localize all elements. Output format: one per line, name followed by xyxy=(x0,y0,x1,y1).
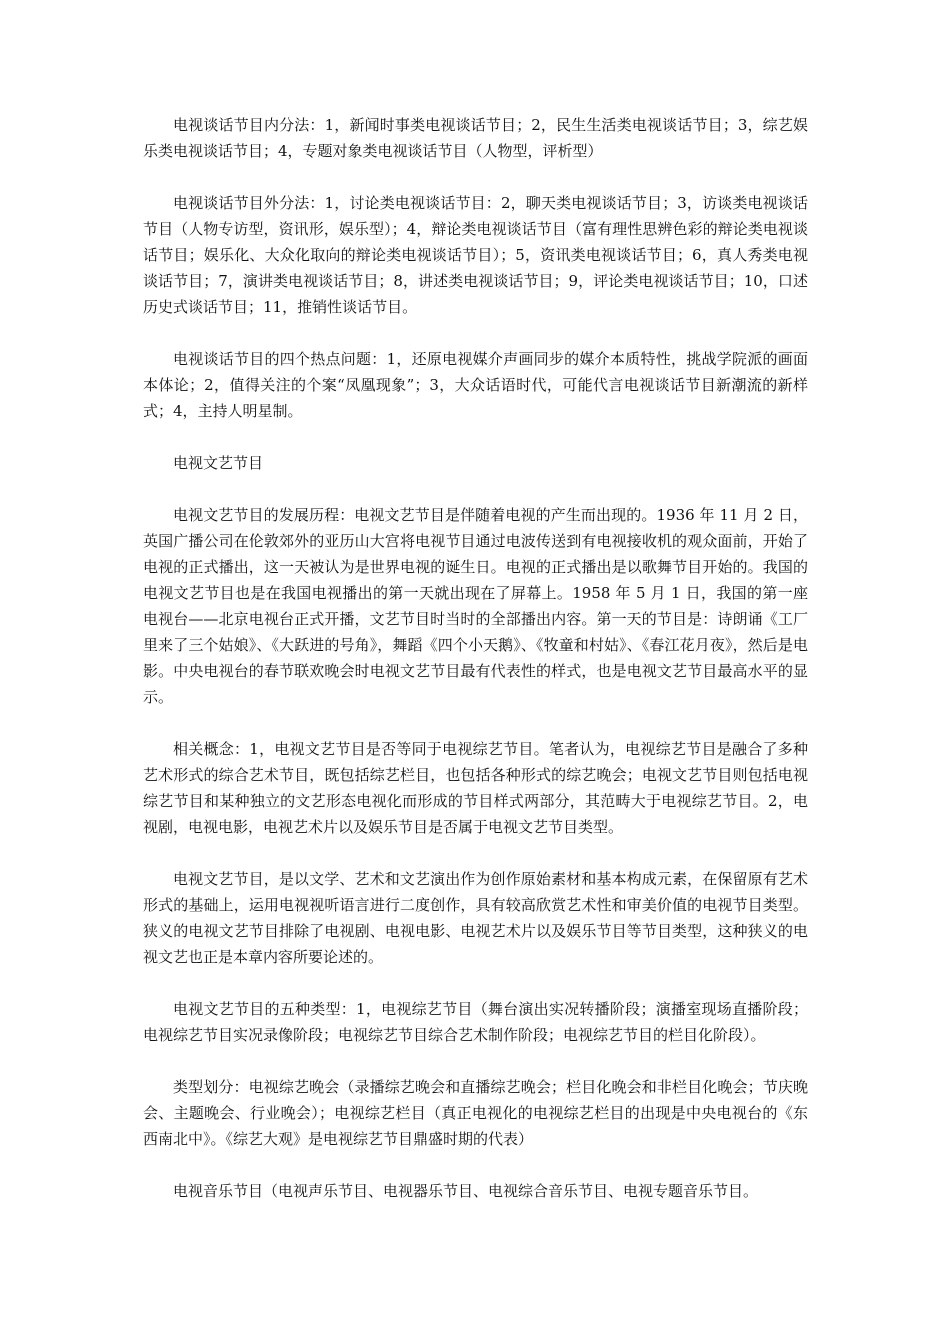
section-heading-tv-arts-programs: 电视文艺节目 xyxy=(173,454,264,472)
paragraph-tv-arts-definition: 电视文艺节目，是以文学、艺术和文艺演出作为创作原始素材和基本构成元素，在保留原有艺术形式的基础上，运用电视视听语言进行二度创作，具有较高欣赏艺术性和审美价值的电视节目类型。狭义的电视文艺节目排除了电视剧、电视电影、电视艺术片以及娱乐节目等节目类型，这种狭义的电视文艺也正是本章内容所要论述的。 xyxy=(143,870,808,966)
paragraph-type-division: 类型划分：电视综艺晚会（录播综艺晚会和直播综艺晚会；栏目化晚会和非栏目化晚会；节庆晚会、主题晚会、行业晚会）；电视综艺栏目（真正电视化的电视综艺栏目的出现是中央电视台的《东西南北中》。《综艺大观》是电视综艺节目鼎盛时期的代表） xyxy=(143,1078,808,1148)
paragraph-five-types: 电视文艺节目的五种类型：1，电视综艺节目（舞台演出实况转播阶段；演播室现场直播阶段；电视综艺节目实况录像阶段；电视综艺节目综合艺术制作阶段；电视综艺节目的栏目化阶段）。 xyxy=(143,1000,808,1044)
paragraph-talk-show-hot-issues: 电视谈话节目的四个热点问题：1，还原电视媒介声画同步的媒介本质特性，挑战学院派的画面本体论；2，值得关注的个案“凤凰现象”；3，大众话语时代，可能代言电视谈话节目新潮流的新样式；4，主持人明星制。 xyxy=(143,350,808,420)
paragraph-tv-music-programs: 电视音乐节目（电视声乐节目、电视器乐节目、电视综合音乐节目、电视专题音乐节目。 xyxy=(173,1182,759,1200)
paragraph-tv-arts-history: 电视文艺节目的发展历程：电视文艺节目是伴随着电视的产生而出现的。1936 年 11 月 2 日，英国广播公司在伦敦郊外的亚历山大宫将电视节目通过电波传送到有电视接收机的观众面前，开始了电视的正式播出，这一天被认为是世界电视的诞生日。电视的正式播出是以歌舞节目开始的。我国的电视文艺节目也是在我国电视播出的第一天就出现在了屏幕上。1958 年 5 月 1 日，我国的第一座电视台——北京电视台正式开播，文艺节目时当时的全部播出内容。第一天的节目是：诗朗诵《工厂里来了三个姑娘》、《大跃进的号角》，舞蹈《四个小天鹅》、《牧童和村姑》、《春江花月夜》，然后是电影。中央电视台的春节联欢晚会时电视文艺节目最有代表性的样式，也是电视文艺节目最高水平的显示。 xyxy=(143,506,808,706)
paragraph-talk-show-external-classification: 电视谈话节目外分法：1，讨论类电视谈话节目：2，聊天类电视谈话节目；3，访谈类电视谈话节目（人物专访型，资讯形，娱乐型）；4，辩论类电视谈话节目（富有理性思辨色彩的辩论类电视谈话节目；娱乐化、大众化取向的辩论类电视谈话节目）；5，资讯类电视谈话节目；6，真人秀类电视谈话节目；7，演讲类电视谈话节目；8，讲述类电视谈话节目；9，评论类电视谈话节目；10，口述历史式谈话节目；11，推销性谈话节目。 xyxy=(143,194,808,316)
paragraph-talk-show-internal-classification: 电视谈话节目内分法：1，新闻时事类电视谈话节目；2，民生生活类电视谈话节目；3，综艺娱乐类电视谈话节目；4，专题对象类电视谈话节目（人物型，评析型） xyxy=(143,116,808,160)
paragraph-related-concepts: 相关概念：1，电视文艺节目是否等同于电视综艺节目。笔者认为，电视综艺节目是融合了多种艺术形式的综合艺术节目，既包括综艺栏目，也包括各种形式的综艺晚会；电视文艺节目则包括电视综艺节目和某种独立的文艺形态电视化而形成的节目样式两部分，其范畴大于电视综艺节目。2，电视剧，电视电影，电视艺术片以及娱乐节目是否属于电视文艺节目类型。 xyxy=(143,740,808,836)
document-page xyxy=(143,112,808,1230)
